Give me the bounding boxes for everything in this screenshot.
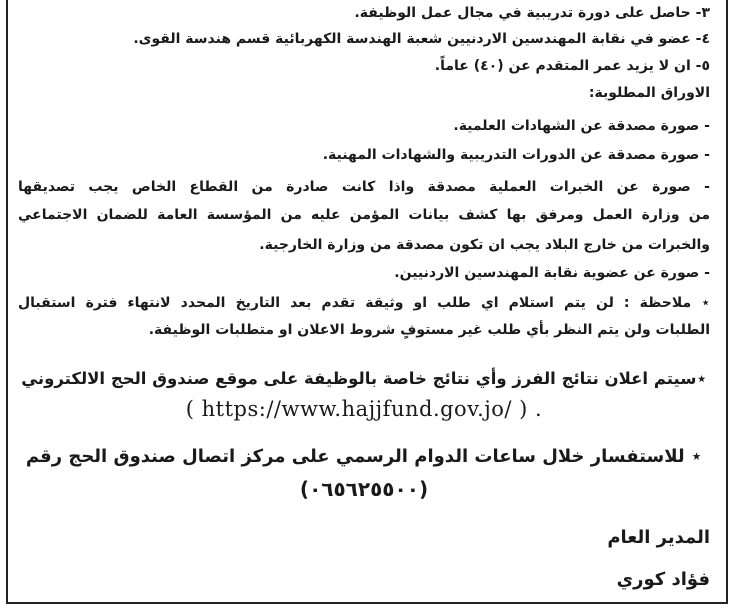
requirement-3: ٣- حاصل على دورة تدريبية في مجال عمل الوظيفة. — [354, 5, 710, 21]
document-item-experience-line-2: من وزارة العمل ومرفق بها كشف بيانات المؤمن عليه من المؤسسة العامة للضمان الاجتماعي — [18, 207, 710, 223]
signature-name: فؤاد كوري — [616, 569, 710, 590]
document-item-membership: - صورة عن عضوية نقابة المهندسين الاردنيين. — [394, 265, 710, 281]
requirement-4: ٤- عضو في نقابة المهندسين الاردنيين شعبة الهندسة الكهربائية قسم هندسة القوى. — [133, 31, 710, 47]
phone-number: (٠٦٥٦٢٥٥٠٠) — [299, 477, 429, 501]
documents-heading: الاوراق المطلوبة: — [588, 85, 710, 101]
document-item-experience-line-1: - صورة عن الخبرات العملية مصدقة واذا كانت صادرة من القطاع الخاص يجب تصديقها — [18, 179, 710, 195]
document-item-certificates: - صورة مصدقة عن الشهادات العلمية. — [453, 118, 710, 134]
website-url[interactable]: ( https://www.hajjfund.gov.jo/ ) . — [185, 397, 543, 421]
signature-title: المدير العام — [607, 527, 710, 548]
note-line-1: ⋆ ملاحظة : لن يتم استلام اي طلب او وثيقة تقدم بعد التاريخ المحدد لانتهاء فترة استقبال — [18, 295, 710, 311]
document-item-courses: - صورة مصدقة عن الدورات التدريبية والشهادات المهنية. — [322, 147, 710, 163]
inquiry-notice: ⋆ للاستفسار خلال ساعات الدوام الرسمي على مركز اتصال صندوق الحج رقم — [25, 446, 703, 467]
note-line-2: الطلبات ولن يتم النظر بأي طلب غير مستوفٍ شروط الاعلان او متطلبات الوظيفة. — [148, 322, 710, 338]
requirement-5: ٥- ان لا يزيد عمر المتقدم عن (٤٠) عاماً. — [434, 58, 710, 74]
results-notice: ⋆سيتم اعلان نتائج الفرز وأي نتائج خاصة بالوظيفة على موقع صندوق الحج الالكتروني — [21, 369, 707, 388]
document-item-experience-line-3: والخبرات من خارج البلاد يجب ان تكون مصدقة من وزارة الخارجية. — [259, 237, 710, 253]
